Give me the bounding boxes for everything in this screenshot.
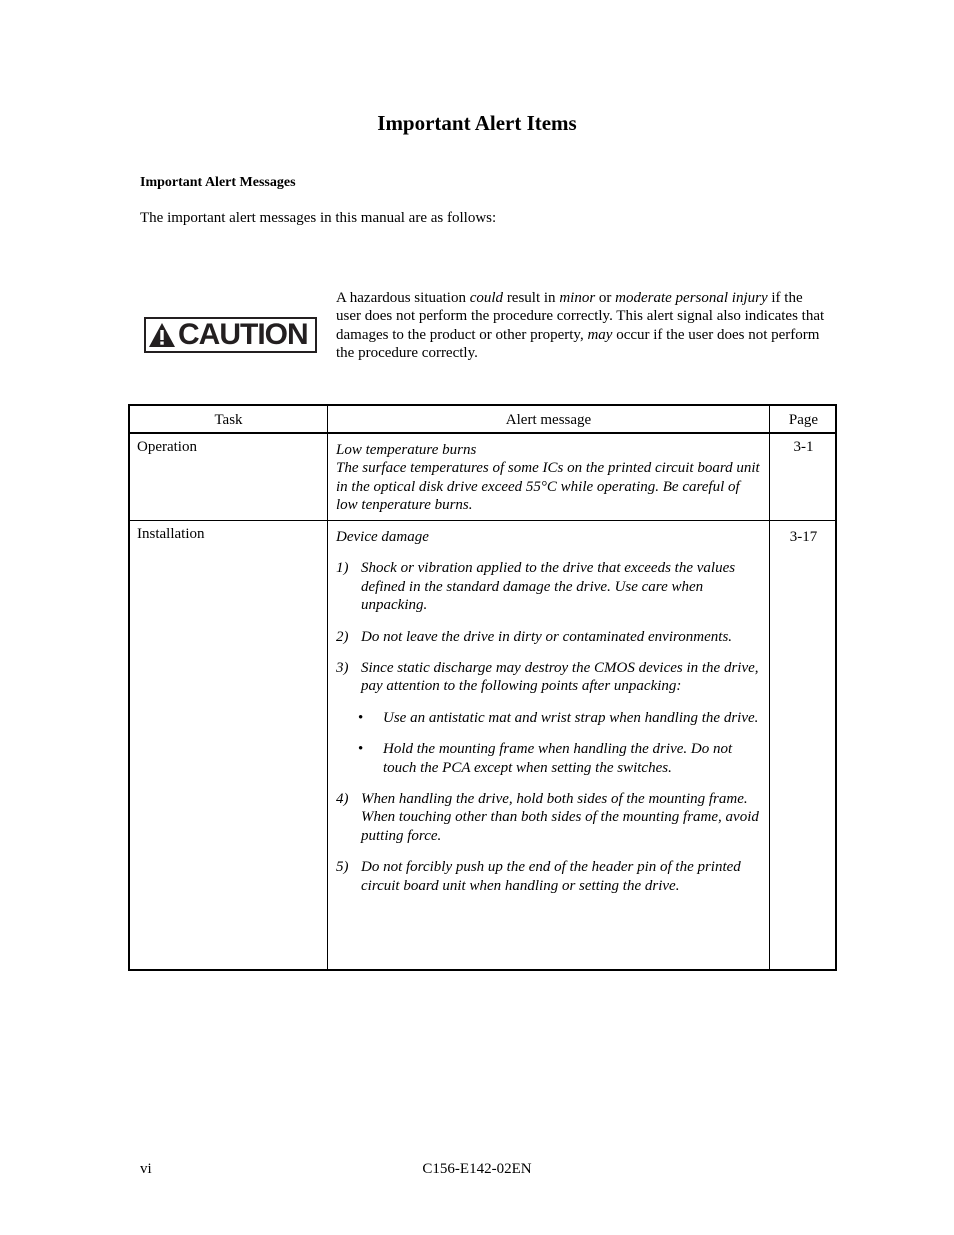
- list-item: [336, 559, 761, 614]
- caution-desc-part: or: [595, 290, 616, 306]
- list-item: [336, 858, 761, 895]
- item-text: Do not leave the drive in dirty or contaminated environments.: [361, 628, 733, 645]
- bullet-item: [336, 740, 761, 777]
- caution-desc-part: if the user does not perform the procedure correctly. This alert signal also indicates that damages to the product or other property,: [336, 290, 825, 343]
- caution-desc-emphasis: could: [469, 290, 504, 306]
- caution-desc-part: occur if the user does not perform the procedure correctly.: [336, 326, 820, 362]
- list-item: [336, 659, 761, 696]
- column-divider: [327, 406, 328, 969]
- row-task-installation: Installation: [137, 526, 205, 542]
- item-text: When handling the drive, hold both sides of the mounting frame. When touching other than both sides of the mounting frame, avoid putting force.: [361, 791, 759, 844]
- item-number: 4): [336, 791, 349, 808]
- bullet-text: Hold the mounting frame when handling the drive. Do not touch the PCA except when setting the switches.: [383, 741, 733, 776]
- bullet-mark: •: [358, 709, 364, 726]
- footer-page-number: vi: [140, 1161, 152, 1177]
- row-task-operation: Operation: [137, 439, 197, 455]
- alert-heading: Low temperature burns: [336, 442, 477, 458]
- caution-description: [336, 289, 826, 363]
- item-number: 5): [336, 859, 349, 876]
- caution-desc-emphasis: may: [587, 326, 613, 343]
- caution-signal: [144, 317, 317, 353]
- header-page: Page: [788, 412, 819, 428]
- item-number: 1): [336, 560, 349, 577]
- section-heading: Important Alert Messages: [140, 175, 296, 190]
- alert-heading: Device damage: [336, 529, 429, 545]
- item-text: Do not forcibly push up the end of the header pin of the printed circuit board unit when handling or setting the drive.: [361, 859, 741, 894]
- page-title: Important Alert Items: [377, 111, 577, 135]
- item-text: Since static discharge may destroy the CMOS devices in the drive, pay attention to the following points after unpacking:: [361, 660, 759, 695]
- list-item: [336, 790, 761, 845]
- caution-label: CAUTION: [178, 318, 308, 351]
- bullet-text: Use an antistatic mat and wrist strap when handling the drive.: [383, 709, 759, 726]
- bullet-item: [336, 709, 761, 727]
- caution-desc-emphasis: minor: [559, 290, 596, 306]
- header-task: Task: [214, 412, 243, 428]
- bullet-mark: •: [358, 741, 364, 758]
- list-item: [336, 628, 761, 646]
- item-text: Shock or vibration applied to the drive that exceeds the values defined in the standard damage the drive. Use care when unpacking.: [361, 560, 736, 614]
- intro-text: The important alert messages in this manual are as follows:: [140, 210, 497, 226]
- caution-desc-emphasis: moderate personal injury: [615, 290, 768, 306]
- alert-text: The surface temperatures of some ICs on the printed circuit board unit in the optical disk drive exceed 55°C while operating. Be careful of low tenperature burns.: [336, 460, 760, 514]
- header-alert-message: Alert message: [505, 412, 592, 428]
- row-page-installation: 3-17: [789, 529, 818, 545]
- row-page-operation: 3-1: [793, 439, 814, 455]
- column-divider: [769, 406, 770, 969]
- row-alert-operation: [336, 441, 761, 515]
- row-alert-installation: [336, 528, 761, 895]
- row-divider: [130, 520, 835, 521]
- item-number: 3): [336, 660, 349, 677]
- caution-desc-part: A hazardous situation: [336, 290, 470, 306]
- item-number: 2): [336, 628, 349, 645]
- alert-table: [128, 404, 837, 971]
- caution-desc-part: result in: [503, 290, 560, 306]
- header-rule: [130, 432, 835, 434]
- footer-doc-id: C156-E142-02EN: [422, 1161, 532, 1177]
- warning-triangle-icon: [148, 322, 176, 348]
